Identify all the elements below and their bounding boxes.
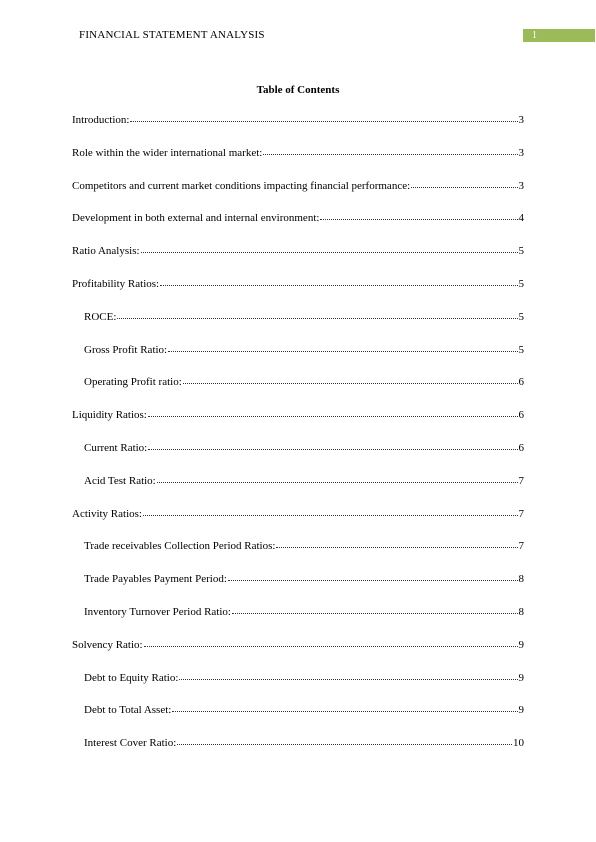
toc-entry-page-number: 6: [518, 441, 524, 454]
toc-entry-label: Solvency Ratio:: [72, 638, 143, 651]
toc-dot-leader: [117, 309, 517, 319]
toc-entry[interactable]: [72, 178, 524, 211]
toc-dot-leader: [276, 538, 517, 548]
toc-entry-page-number: 5: [518, 277, 524, 290]
toc-entry[interactable]: [72, 702, 524, 735]
toc-entry-page-number: 7: [518, 507, 524, 520]
toc-entry-label: Role within the wider international market:: [72, 146, 263, 159]
toc-entry[interactable]: [72, 210, 524, 243]
toc-entry[interactable]: [72, 276, 524, 309]
toc-entry[interactable]: [72, 473, 524, 506]
toc-entry-label: Activity Ratios:: [72, 507, 142, 520]
toc-entry-page-number: 9: [518, 638, 524, 651]
toc-dot-leader: [168, 342, 517, 352]
toc-entry-label: Debt to Total Asset:: [84, 704, 172, 717]
toc-entry[interactable]: [72, 637, 524, 670]
toc-entry[interactable]: [72, 538, 524, 571]
toc-entry-page-number: 5: [518, 310, 524, 323]
toc-entry-page-number: 5: [518, 245, 524, 258]
toc-entry[interactable]: [72, 112, 524, 145]
toc-entry-page-number: 6: [518, 409, 524, 422]
toc-entry[interactable]: [72, 571, 524, 604]
toc-dot-leader: [157, 473, 518, 483]
toc-entry[interactable]: [72, 506, 524, 539]
toc-entry-page-number: 3: [518, 114, 524, 126]
toc-dot-leader: [141, 243, 518, 253]
toc-entry-label: Debt to Equity Ratio:: [84, 671, 179, 684]
toc-dot-leader: [143, 506, 518, 516]
toc-entry-page-number: 3: [518, 179, 524, 192]
toc-dot-leader: [228, 571, 518, 581]
table-of-contents: [72, 112, 524, 768]
toc-entry[interactable]: [72, 670, 524, 703]
toc-dot-leader: [148, 407, 518, 417]
toc-dot-leader: [172, 702, 517, 712]
toc-entry-label: Operating Profit ratio:: [84, 376, 182, 389]
toc-entry[interactable]: [72, 604, 524, 637]
toc-entry-label: Interest Cover Ratio:: [84, 737, 177, 750]
toc-entry[interactable]: [72, 374, 524, 407]
toc-dot-leader: [177, 735, 512, 745]
header-title: FINANCIAL STATEMENT ANALYSIS: [79, 29, 265, 41]
toc-entry-page-number: 8: [518, 573, 524, 586]
toc-entry-label: Liquidity Ratios:: [72, 409, 147, 422]
toc-entry-page-number: 4: [518, 212, 524, 225]
toc-entry-label: Introduction:: [72, 114, 130, 126]
toc-entry-page-number: 3: [518, 146, 524, 159]
toc-entry-page-number: 9: [518, 704, 524, 717]
toc-entry-label: ROCE:: [84, 310, 117, 323]
toc-entry-page-number: 7: [518, 474, 524, 487]
toc-dot-leader: [320, 210, 517, 220]
toc-entry-label: Acid Test Ratio:: [84, 474, 156, 487]
toc-entry-label: Current Ratio:: [84, 441, 148, 454]
toc-entry-page-number: 10: [513, 737, 524, 750]
toc-entry[interactable]: [72, 243, 524, 276]
toc-dot-leader: [183, 374, 518, 384]
toc-entry[interactable]: [72, 145, 524, 178]
toc-entry[interactable]: [72, 407, 524, 440]
toc-dot-leader: [148, 440, 517, 450]
toc-dot-leader: [263, 145, 517, 155]
toc-entry-page-number: 6: [518, 376, 524, 389]
toc-entry-label: Competitors and current market conditions impacting financial performance:: [72, 179, 411, 192]
toc-dot-leader: [130, 112, 517, 122]
toc-entry[interactable]: [72, 342, 524, 375]
toc-entry-page-number: 5: [518, 343, 524, 356]
toc-entry-label: Ratio Analysis:: [72, 245, 140, 258]
toc-dot-leader: [144, 637, 518, 647]
toc-title: Table of Contents: [256, 84, 340, 96]
toc-entry-label: Trade receivables Collection Period Ratios:: [84, 540, 276, 553]
toc-dot-leader: [179, 670, 517, 680]
toc-entry[interactable]: [72, 309, 524, 342]
toc-entry-label: Development in both external and internal environment:: [72, 212, 320, 225]
toc-entry-label: Inventory Turnover Period Ratio:: [84, 605, 231, 618]
toc-entry-label: Profitability Ratios:: [72, 277, 160, 290]
toc-entry-page-number: 9: [518, 671, 524, 684]
page-number-badge: 1: [523, 29, 595, 42]
toc-entry[interactable]: [72, 440, 524, 473]
toc-entry-page-number: 7: [518, 540, 524, 553]
toc-dot-leader: [411, 178, 517, 188]
toc-dot-leader: [160, 276, 517, 286]
toc-entry-label: Trade Payables Payment Period:: [84, 573, 227, 586]
toc-dot-leader: [232, 604, 518, 614]
toc-entry-label: Gross Profit Ratio:: [84, 343, 168, 356]
toc-entry-page-number: 8: [518, 605, 524, 618]
toc-entry[interactable]: [72, 735, 524, 768]
